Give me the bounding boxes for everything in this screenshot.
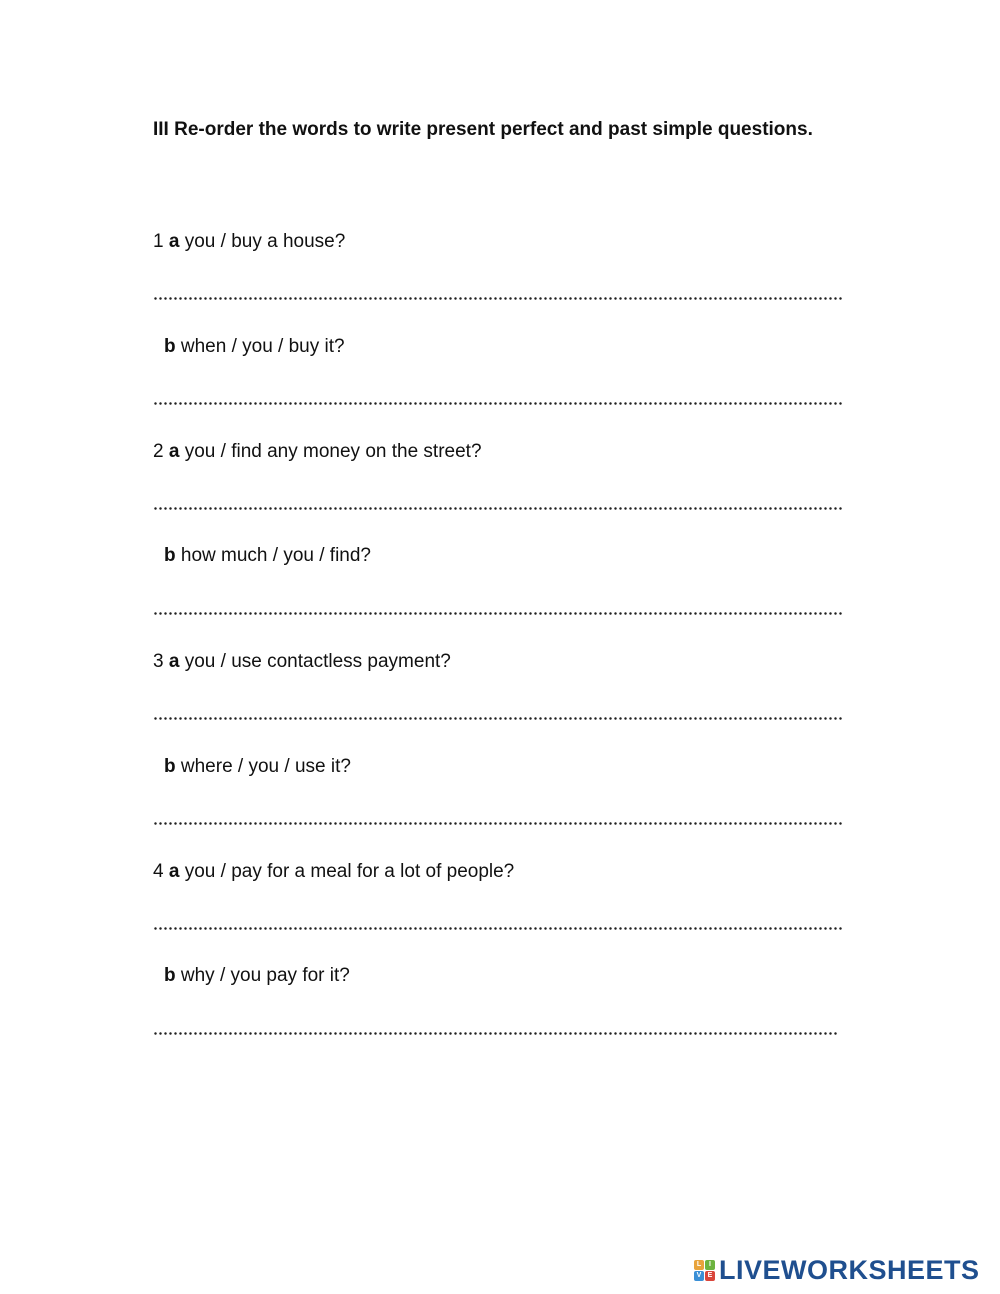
question-letter: b [164,545,176,566]
answer-line-4b[interactable] [153,1032,837,1035]
question-number: 1 [153,231,164,252]
question-prompt: you / buy a house? [184,231,346,252]
exercise-title: III Re-order the words to write present perfect and past simple questions. [153,119,813,140]
question-4a [153,859,514,885]
question-prompt: when / you / buy it? [180,336,345,357]
answer-line-3a[interactable] [153,717,843,720]
question-letter: b [164,336,176,357]
question-prompt: where / you / use it? [180,756,351,777]
logo-block-e: E [705,1271,715,1281]
question-1a [153,229,345,255]
question-letter: a [168,231,180,252]
question-3a [153,649,451,675]
question-prompt: you / use contactless payment? [184,651,451,672]
question-3b [164,754,351,780]
question-letter: a [168,651,180,672]
question-2a [153,439,482,465]
question-number: 4 [153,861,164,882]
question-prompt: you / pay for a meal for a lot of people? [184,861,515,882]
logo-text: LIVEWORKSHEETS [719,1254,980,1285]
question-number: 3 [153,651,164,672]
answer-line-1a[interactable] [153,297,843,300]
answer-line-4a[interactable] [153,927,843,930]
logo-block-i: I [705,1260,715,1270]
liveworksheets-logo [694,1255,980,1285]
logo-block-v: V [694,1271,704,1281]
question-4b [164,963,350,989]
answer-line-2b[interactable] [153,612,843,615]
question-prompt: how much / you / find? [180,545,371,566]
logo-block-l: L [694,1260,704,1270]
answer-line-2a[interactable] [153,507,843,510]
question-letter: a [168,441,180,462]
question-letter: a [168,861,180,882]
question-1b [164,334,345,360]
question-letter: b [164,965,176,986]
logo-blocks-icon [694,1260,715,1281]
question-number: 2 [153,441,164,462]
answer-line-1b[interactable] [153,402,843,405]
answer-line-3b[interactable] [153,822,843,825]
question-2b [164,543,371,569]
question-prompt: you / find any money on the street? [184,441,482,462]
question-letter: b [164,756,176,777]
question-prompt: why / you pay for it? [180,965,350,986]
